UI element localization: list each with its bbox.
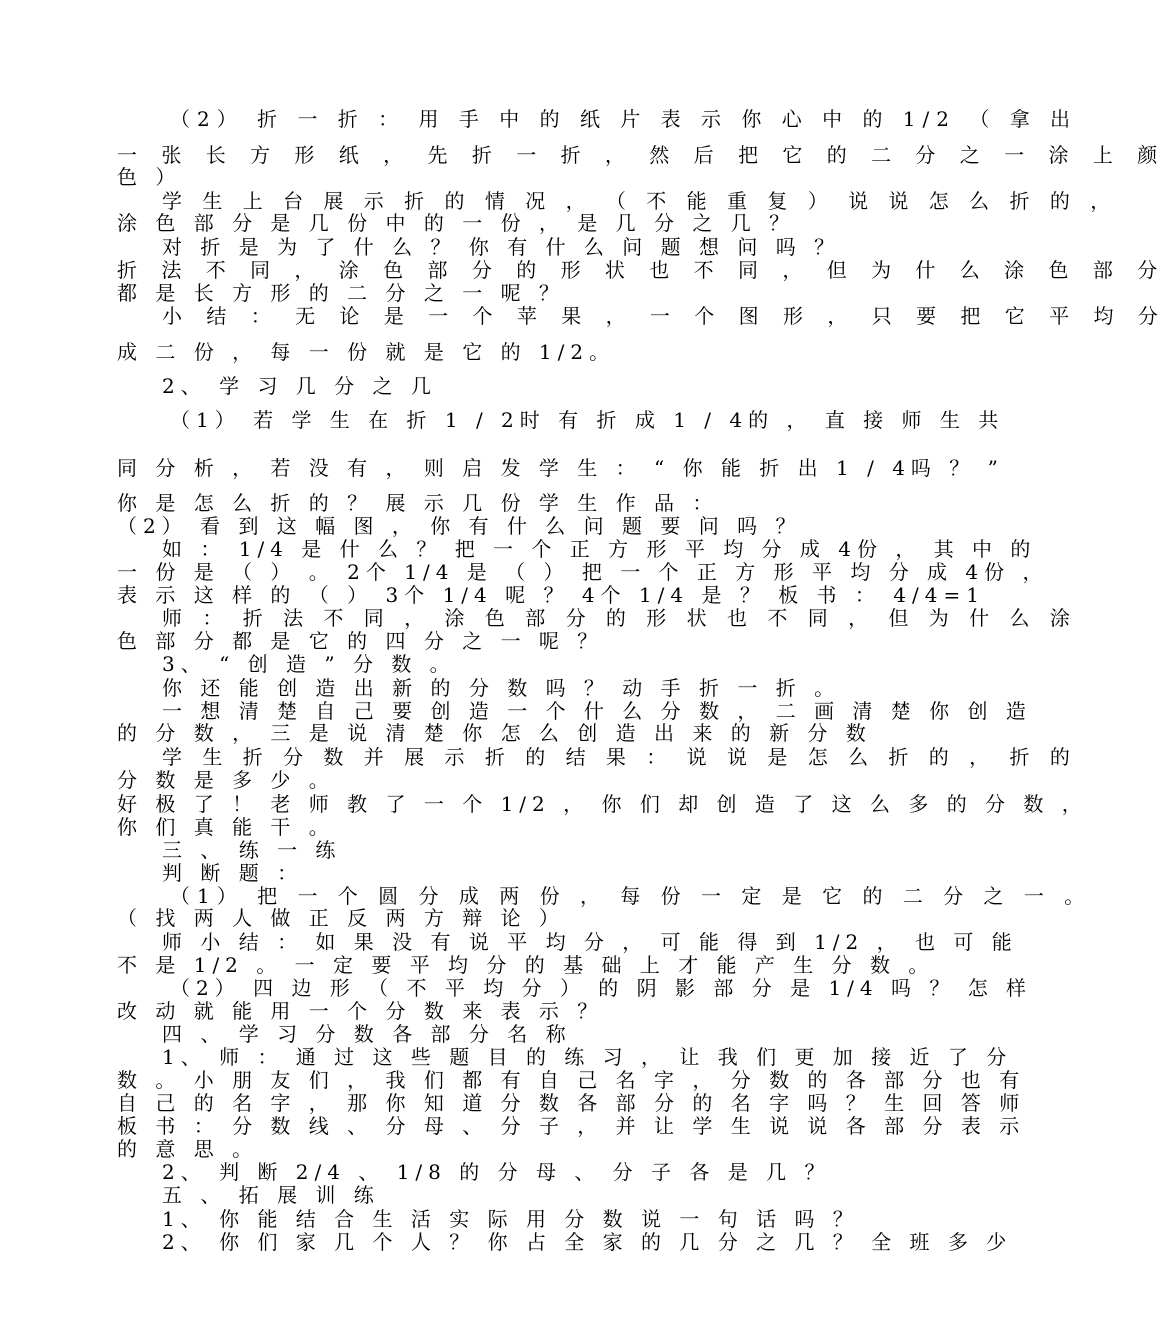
text-line: 好 极 了 ！ 老 师 教 了 一 个 1/2 ， 你 们 却 创 造 了 这 么 多 的 分 数 ，: [117, 792, 1088, 816]
text-line: 你 是 怎 么 折 的 ？ 展 示 几 份 学 生 作 品 ：: [117, 491, 719, 515]
section-heading: 五 、 拓 展 训 练: [162, 1183, 380, 1207]
text-line: 如 ： 1/4 是 什 么 ？ 把 一 个 正 方 形 平 均 分 成 4份 ， 其 中 的: [162, 537, 1037, 561]
text-line: 的 意 思 。: [117, 1137, 259, 1161]
text-line: 学 生 上 台 展 示 折 的 情 况 ， （ 不 能 重 复 ） 说 说 怎 么 折 的 ，: [162, 189, 1118, 213]
text-line: 涂 色 部 分 是 几 份 中 的 一 份 ， 是 几 分 之 几 ？: [117, 211, 796, 235]
text-line: 板 书 ： 分 数 线 、 分 母 、 分 子 ， 并 让 学 生 说 说 各 部 分 表 示: [117, 1114, 1026, 1138]
text-line: 的 分 数 ， 三 是 说 清 楚 你 怎 么 创 造 出 来 的 新 分 数: [117, 721, 872, 745]
text-line: 1、 你 能 结 合 生 活 实 际 用 分 数 说 一 句 话 吗 ？: [162, 1207, 859, 1231]
text-line: 小 结 ： 无 论 是 一 个 苹 果 ， 一 个 图 形 ， 只 要 把 它 平 均 分: [162, 304, 1167, 328]
text-line: 2、 判 断 2/4 、 1/8 的 分 母 、 分 子 各 是 几 ？: [162, 1160, 831, 1184]
text-line: 表 示 这 样 的 （ ） 3个 1/4 呢 ？ 4个 1/4 是 ？ 板 书 ： 4/4=1: [117, 583, 985, 607]
text-line: （1） 把 一 个 圆 分 成 两 份 ， 每 份 一 定 是 它 的 二 分 之 一 。: [170, 884, 1092, 908]
text-line: （2） 四 边 形 （ 不 平 均 分 ） 的 阴 影 部 分 是 1/4 吗 ？ 怎 样: [170, 976, 1033, 1000]
section-heading: 三 、 练 一 练: [162, 838, 342, 862]
text-line: 2、 你 们 家 几 个 人 ？ 你 占 全 家 的 几 分 之 几 ？ 全 班 多 少: [162, 1230, 1013, 1254]
text-line: 师 ： 折 法 不 同 ， 涂 色 部 分 的 形 状 也 不 同 ， 但 为 什 么 涂: [162, 606, 1077, 630]
text-line: 一 张 长 方 形 纸 ， 先 折 一 折 ， 然 后 把 它 的 二 分 之 一 涂 上 颜: [117, 143, 1167, 167]
text-line: 不 是 1/2 。 一 定 要 平 均 分 的 基 础 上 才 能 产 生 分 数 。: [117, 953, 935, 977]
text-line: 色 部 分 都 是 它 的 四 分 之 一 呢 ？: [117, 629, 604, 653]
text-line: 改 动 就 能 用 一 个 分 数 来 表 示 ？: [117, 999, 604, 1023]
text-line: 师 小 结 ： 如 果 没 有 说 平 均 分 ， 可 能 得 到 1/2 ， 也 可 能: [162, 930, 1018, 954]
text-line: （1） 若 学 生 在 折 1 / 2时 有 折 成 1 / 4的 ， 直 接 师 生 共: [170, 408, 1005, 432]
section-heading: 2、 学 习 几 分 之 几: [162, 374, 437, 398]
text-line: 一 想 清 楚 自 己 要 创 造 一 个 什 么 分 数 ， 二 画 清 楚 你 创 造: [162, 699, 1032, 723]
text-line: 一 份 是 （ ） 。 2个 1/4 是 （ ） 把 一 个 正 方 形 平 均 分 成 4份 ，: [117, 560, 1049, 584]
text-line: 1、 师 ： 通 过 这 些 题 目 的 练 习 ， 让 我 们 更 加 接 近 了 分: [162, 1045, 1013, 1069]
text-line: 色 ）: [117, 165, 182, 189]
text-line: （ 找 两 人 做 正 反 两 方 辩 论 ）: [117, 906, 565, 930]
section-heading: 3、 “ 创 造 ” 分 数 。: [162, 652, 456, 676]
text-line: （2） 折 一 折 ： 用 手 中 的 纸 片 表 示 你 心 中 的 1/2 （ 拿 出: [170, 107, 1078, 131]
text-line: （2） 看 到 这 幅 图 ， 你 有 什 么 问 题 要 问 吗 ？: [117, 514, 802, 538]
text-line: 分 数 是 多 少 。: [117, 768, 335, 792]
text-line: 你 们 真 能 干 。: [117, 815, 335, 839]
text-line: 数 。 小 朋 友 们 ， 我 们 都 有 自 己 名 字 ， 分 数 的 各 部 分 也 有: [117, 1068, 1026, 1092]
text-line: 判 断 题 ：: [162, 861, 304, 885]
section-heading: 四 、 学 习 分 数 各 部 分 名 称: [162, 1022, 572, 1046]
text-line: 对 折 是 为 了 什 么 ？ 你 有 什 么 问 题 想 问 吗 ？: [162, 235, 841, 259]
text-line: 成 二 份 ， 每 一 份 就 是 它 的 1/2。: [117, 340, 616, 364]
text-line: 你 还 能 创 造 出 新 的 分 数 吗 ？ 动 手 折 一 折 。: [162, 676, 841, 700]
text-line: 同 分 析 ， 若 没 有 ， 则 启 发 学 生 ： “ 你 能 折 出 1 / 4吗 ？ ”: [117, 456, 1004, 480]
text-line: 都 是 长 方 形 的 二 分 之 一 呢 ？: [117, 281, 565, 305]
text-line: 折 法 不 同 ， 涂 色 部 分 的 形 状 也 不 同 ， 但 为 什 么 涂 色 部 分: [117, 258, 1167, 282]
text-line: 自 己 的 名 字 ， 那 你 知 道 分 数 各 部 分 的 名 字 吗 ？ 生 回 答 师: [117, 1091, 1026, 1115]
text-line: 学 生 折 分 数 并 展 示 折 的 结 果 ： 说 说 是 怎 么 折 的 ， 折 的: [162, 745, 1077, 769]
